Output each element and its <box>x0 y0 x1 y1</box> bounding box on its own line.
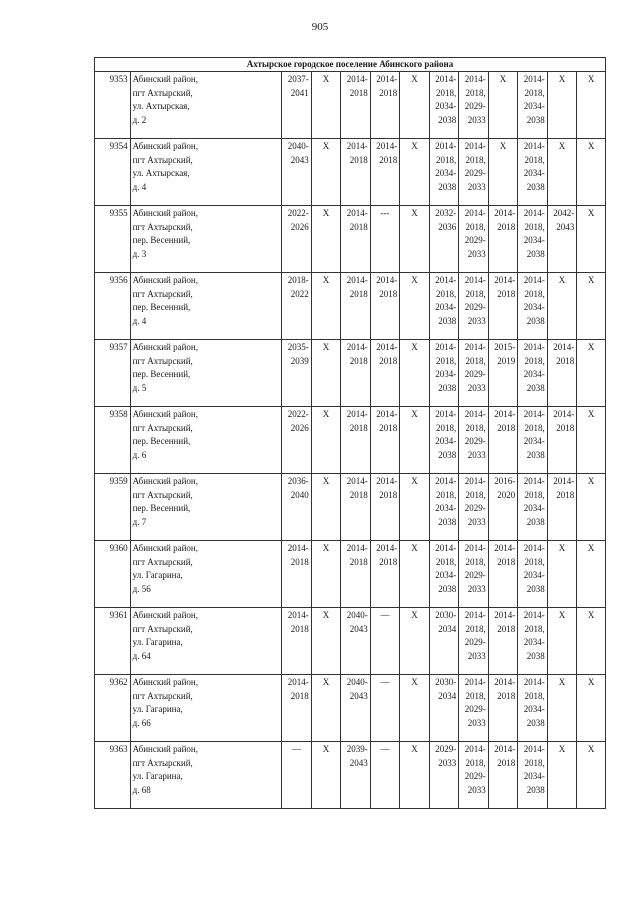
period-cell-2: X <box>311 541 341 608</box>
period-cell-8: 2014- 2018 <box>488 742 518 809</box>
period-cell-8: 2016- 2020 <box>488 474 518 541</box>
period-cell-6: 2014- 2018, 2034- 2038 <box>429 541 459 608</box>
address-cell: Абинский район, пгт Ахтырский, ул. Гагарина, д. 68 <box>130 742 282 809</box>
period-cell-4: 2014- 2018 <box>370 72 400 139</box>
period-cell-2: X <box>311 675 341 742</box>
period-cell-9: 2014- 2018, 2034- 2038 <box>518 742 548 809</box>
row-number: 9363 <box>95 742 131 809</box>
period-cell-1: 2014- 2018 <box>282 675 312 742</box>
row-number: 9353 <box>95 72 131 139</box>
period-cell-5: X <box>400 474 430 541</box>
period-cell-8: 2014- 2018 <box>488 407 518 474</box>
period-cell-3: 2014- 2018 <box>341 407 371 474</box>
section-title: Ахтырское городское поселение Абинского района <box>95 58 606 72</box>
period-cell-11: X <box>577 273 606 340</box>
period-cell-3: 2014- 2018 <box>341 474 371 541</box>
period-cell-4: — <box>370 742 400 809</box>
period-cell-9: 2014- 2018, 2034- 2038 <box>518 474 548 541</box>
period-cell-1: 2040- 2043 <box>282 139 312 206</box>
period-cell-11: X <box>577 742 606 809</box>
period-cell-4: 2014- 2018 <box>370 273 400 340</box>
period-cell-6: 2014- 2018, 2034- 2038 <box>429 474 459 541</box>
period-cell-10: X <box>547 541 577 608</box>
period-cell-9: 2014- 2018, 2034- 2038 <box>518 72 548 139</box>
period-cell-8: 2014- 2018 <box>488 608 518 675</box>
period-cell-5: X <box>400 742 430 809</box>
period-cell-1: 2014- 2018 <box>282 541 312 608</box>
address-cell: Абинский район, пгт Ахтырский, пер. Весенний, д. 5 <box>130 340 282 407</box>
period-cell-9: 2014- 2018, 2034- 2038 <box>518 608 548 675</box>
period-cell-4: 2014- 2018 <box>370 541 400 608</box>
period-cell-10: X <box>547 608 577 675</box>
period-cell-5: X <box>400 541 430 608</box>
period-cell-11: X <box>577 206 606 273</box>
period-cell-3: 2014- 2018 <box>341 206 371 273</box>
period-cell-11: X <box>577 139 606 206</box>
row-number: 9356 <box>95 273 131 340</box>
address-cell: Абинский район, пгт Ахтырский, пер. Весенний, д. 4 <box>130 273 282 340</box>
row-number: 9357 <box>95 340 131 407</box>
period-cell-5: X <box>400 340 430 407</box>
row-number: 9354 <box>95 139 131 206</box>
period-cell-6: 2014- 2018, 2034- 2038 <box>429 139 459 206</box>
table-row <box>95 139 606 206</box>
period-cell-8: 2014- 2018 <box>488 675 518 742</box>
address-cell: Абинский район, пгт Ахтырский, пер. Весенний, д. 3 <box>130 206 282 273</box>
period-cell-1: 2014- 2018 <box>282 608 312 675</box>
row-number: 9362 <box>95 675 131 742</box>
period-cell-7: 2014- 2018, 2029- 2033 <box>459 742 489 809</box>
period-cell-1: 2035- 2039 <box>282 340 312 407</box>
period-cell-4: — <box>370 608 400 675</box>
period-cell-1: 2036- 2040 <box>282 474 312 541</box>
period-cell-10: X <box>547 273 577 340</box>
period-cell-3: 2040- 2043 <box>341 608 371 675</box>
period-cell-11: X <box>577 72 606 139</box>
period-cell-5: X <box>400 273 430 340</box>
period-cell-5: X <box>400 608 430 675</box>
period-cell-8: X <box>488 139 518 206</box>
period-cell-2: X <box>311 742 341 809</box>
period-cell-11: X <box>577 608 606 675</box>
table-row <box>95 273 606 340</box>
period-cell-9: 2014- 2018, 2034- 2038 <box>518 273 548 340</box>
row-number: 9355 <box>95 206 131 273</box>
period-cell-2: X <box>311 206 341 273</box>
period-cell-5: X <box>400 139 430 206</box>
period-cell-6: 2030- 2034 <box>429 608 459 675</box>
period-cell-9: 2014- 2018, 2034- 2038 <box>518 340 548 407</box>
table-row <box>95 72 606 139</box>
period-cell-2: X <box>311 407 341 474</box>
address-cell: Абинский район, пгт Ахтырский, ул. Гагарина, д. 66 <box>130 675 282 742</box>
table-row <box>95 675 606 742</box>
period-cell-5: X <box>400 72 430 139</box>
period-cell-3: 2014- 2018 <box>341 139 371 206</box>
period-cell-7: 2014- 2018, 2029- 2033 <box>459 273 489 340</box>
period-cell-4: 2014- 2018 <box>370 474 400 541</box>
period-cell-5: X <box>400 206 430 273</box>
period-cell-10: 2014- 2018 <box>547 474 577 541</box>
period-cell-11: X <box>577 407 606 474</box>
period-cell-8: 2015- 2019 <box>488 340 518 407</box>
period-cell-4: — <box>370 675 400 742</box>
period-cell-8: X <box>488 72 518 139</box>
period-cell-6: 2014- 2018, 2034- 2038 <box>429 273 459 340</box>
period-cell-11: X <box>577 340 606 407</box>
table-row <box>95 541 606 608</box>
section-header-row <box>95 58 606 72</box>
table-row <box>95 340 606 407</box>
period-cell-9: 2014- 2018, 2034- 2038 <box>518 541 548 608</box>
page-number: 905 <box>311 21 329 33</box>
period-cell-7: 2014- 2018, 2029- 2033 <box>459 206 489 273</box>
period-cell-3: 2039- 2043 <box>341 742 371 809</box>
address-cell: Абинский район, пгт Ахтырский, пер. Весенний, д. 7 <box>130 474 282 541</box>
period-cell-3: 2014- 2018 <box>341 340 371 407</box>
period-cell-9: 2014- 2018, 2034- 2038 <box>518 675 548 742</box>
period-cell-6: 2014- 2018, 2034- 2038 <box>429 340 459 407</box>
period-cell-1: — <box>282 742 312 809</box>
period-cell-4: 2014- 2018 <box>370 340 400 407</box>
address-cell: Абинский район, пгт Ахтырский, ул. Гагарина, д. 56 <box>130 541 282 608</box>
period-cell-6: 2029- 2033 <box>429 742 459 809</box>
period-cell-7: 2014- 2018, 2029- 2033 <box>459 608 489 675</box>
period-cell-3: 2014- 2018 <box>341 273 371 340</box>
row-number: 9358 <box>95 407 131 474</box>
period-cell-10: X <box>547 139 577 206</box>
period-cell-2: X <box>311 340 341 407</box>
period-cell-3: 2014- 2018 <box>341 72 371 139</box>
period-cell-10: 2014- 2018 <box>547 407 577 474</box>
period-cell-1: 2022- 2026 <box>282 206 312 273</box>
period-cell-1: 2022- 2026 <box>282 407 312 474</box>
period-cell-10: X <box>547 742 577 809</box>
table-row <box>95 608 606 675</box>
period-cell-7: 2014- 2018, 2029- 2033 <box>459 340 489 407</box>
address-cell: Абинский район, пгт Ахтырский, пер. Весенний, д. 6 <box>130 407 282 474</box>
period-cell-2: X <box>311 72 341 139</box>
period-cell-10: 2042- 2043 <box>547 206 577 273</box>
period-cell-7: 2014- 2018, 2029- 2033 <box>459 407 489 474</box>
period-cell-5: X <box>400 407 430 474</box>
address-cell: Абинский район, пгт Ахтырский, ул. Гагарина, д. 64 <box>130 608 282 675</box>
period-cell-4: --- <box>370 206 400 273</box>
period-cell-6: 2030- 2034 <box>429 675 459 742</box>
period-cell-10: X <box>547 72 577 139</box>
period-cell-8: 2014- 2018 <box>488 206 518 273</box>
period-cell-3: 2040- 2043 <box>341 675 371 742</box>
period-cell-1: 2018- 2022 <box>282 273 312 340</box>
period-cell-6: 2014- 2018, 2034- 2038 <box>429 72 459 139</box>
period-cell-8: 2014- 2018 <box>488 541 518 608</box>
table-row <box>95 206 606 273</box>
period-cell-2: X <box>311 608 341 675</box>
table-row <box>95 407 606 474</box>
period-cell-7: 2014- 2018, 2029- 2033 <box>459 675 489 742</box>
table-row <box>95 474 606 541</box>
period-cell-5: X <box>400 675 430 742</box>
period-cell-3: 2014- 2018 <box>341 541 371 608</box>
period-cell-7: 2014- 2018, 2029- 2033 <box>459 72 489 139</box>
period-cell-9: 2014- 2018, 2034- 2038 <box>518 407 548 474</box>
period-cell-2: X <box>311 474 341 541</box>
period-cell-2: X <box>311 139 341 206</box>
period-cell-1: 2037- 2041 <box>282 72 312 139</box>
period-cell-11: X <box>577 675 606 742</box>
period-cell-7: 2014- 2018, 2029- 2033 <box>459 139 489 206</box>
period-cell-8: 2014- 2018 <box>488 273 518 340</box>
period-cell-6: 2014- 2018, 2034- 2038 <box>429 407 459 474</box>
period-cell-11: X <box>577 541 606 608</box>
period-cell-4: 2014- 2018 <box>370 139 400 206</box>
row-number: 9360 <box>95 541 131 608</box>
housing-register-table <box>94 57 606 809</box>
period-cell-7: 2014- 2018, 2029- 2033 <box>459 474 489 541</box>
period-cell-10: 2014- 2018 <box>547 340 577 407</box>
period-cell-11: X <box>577 474 606 541</box>
row-number: 9361 <box>95 608 131 675</box>
period-cell-10: X <box>547 675 577 742</box>
period-cell-9: 2014- 2018, 2034- 2038 <box>518 206 548 273</box>
period-cell-7: 2014- 2018, 2029- 2033 <box>459 541 489 608</box>
table-row <box>95 742 606 809</box>
address-cell: Абинский район, пгт Ахтырский, ул. Ахтырская, д. 4 <box>130 139 282 206</box>
row-number: 9359 <box>95 474 131 541</box>
period-cell-2: X <box>311 273 341 340</box>
period-cell-4: 2014- 2018 <box>370 407 400 474</box>
period-cell-6: 2032- 2036 <box>429 206 459 273</box>
period-cell-9: 2014- 2018, 2034- 2038 <box>518 139 548 206</box>
address-cell: Абинский район, пгт Ахтырский, ул. Ахтырская, д. 2 <box>130 72 282 139</box>
